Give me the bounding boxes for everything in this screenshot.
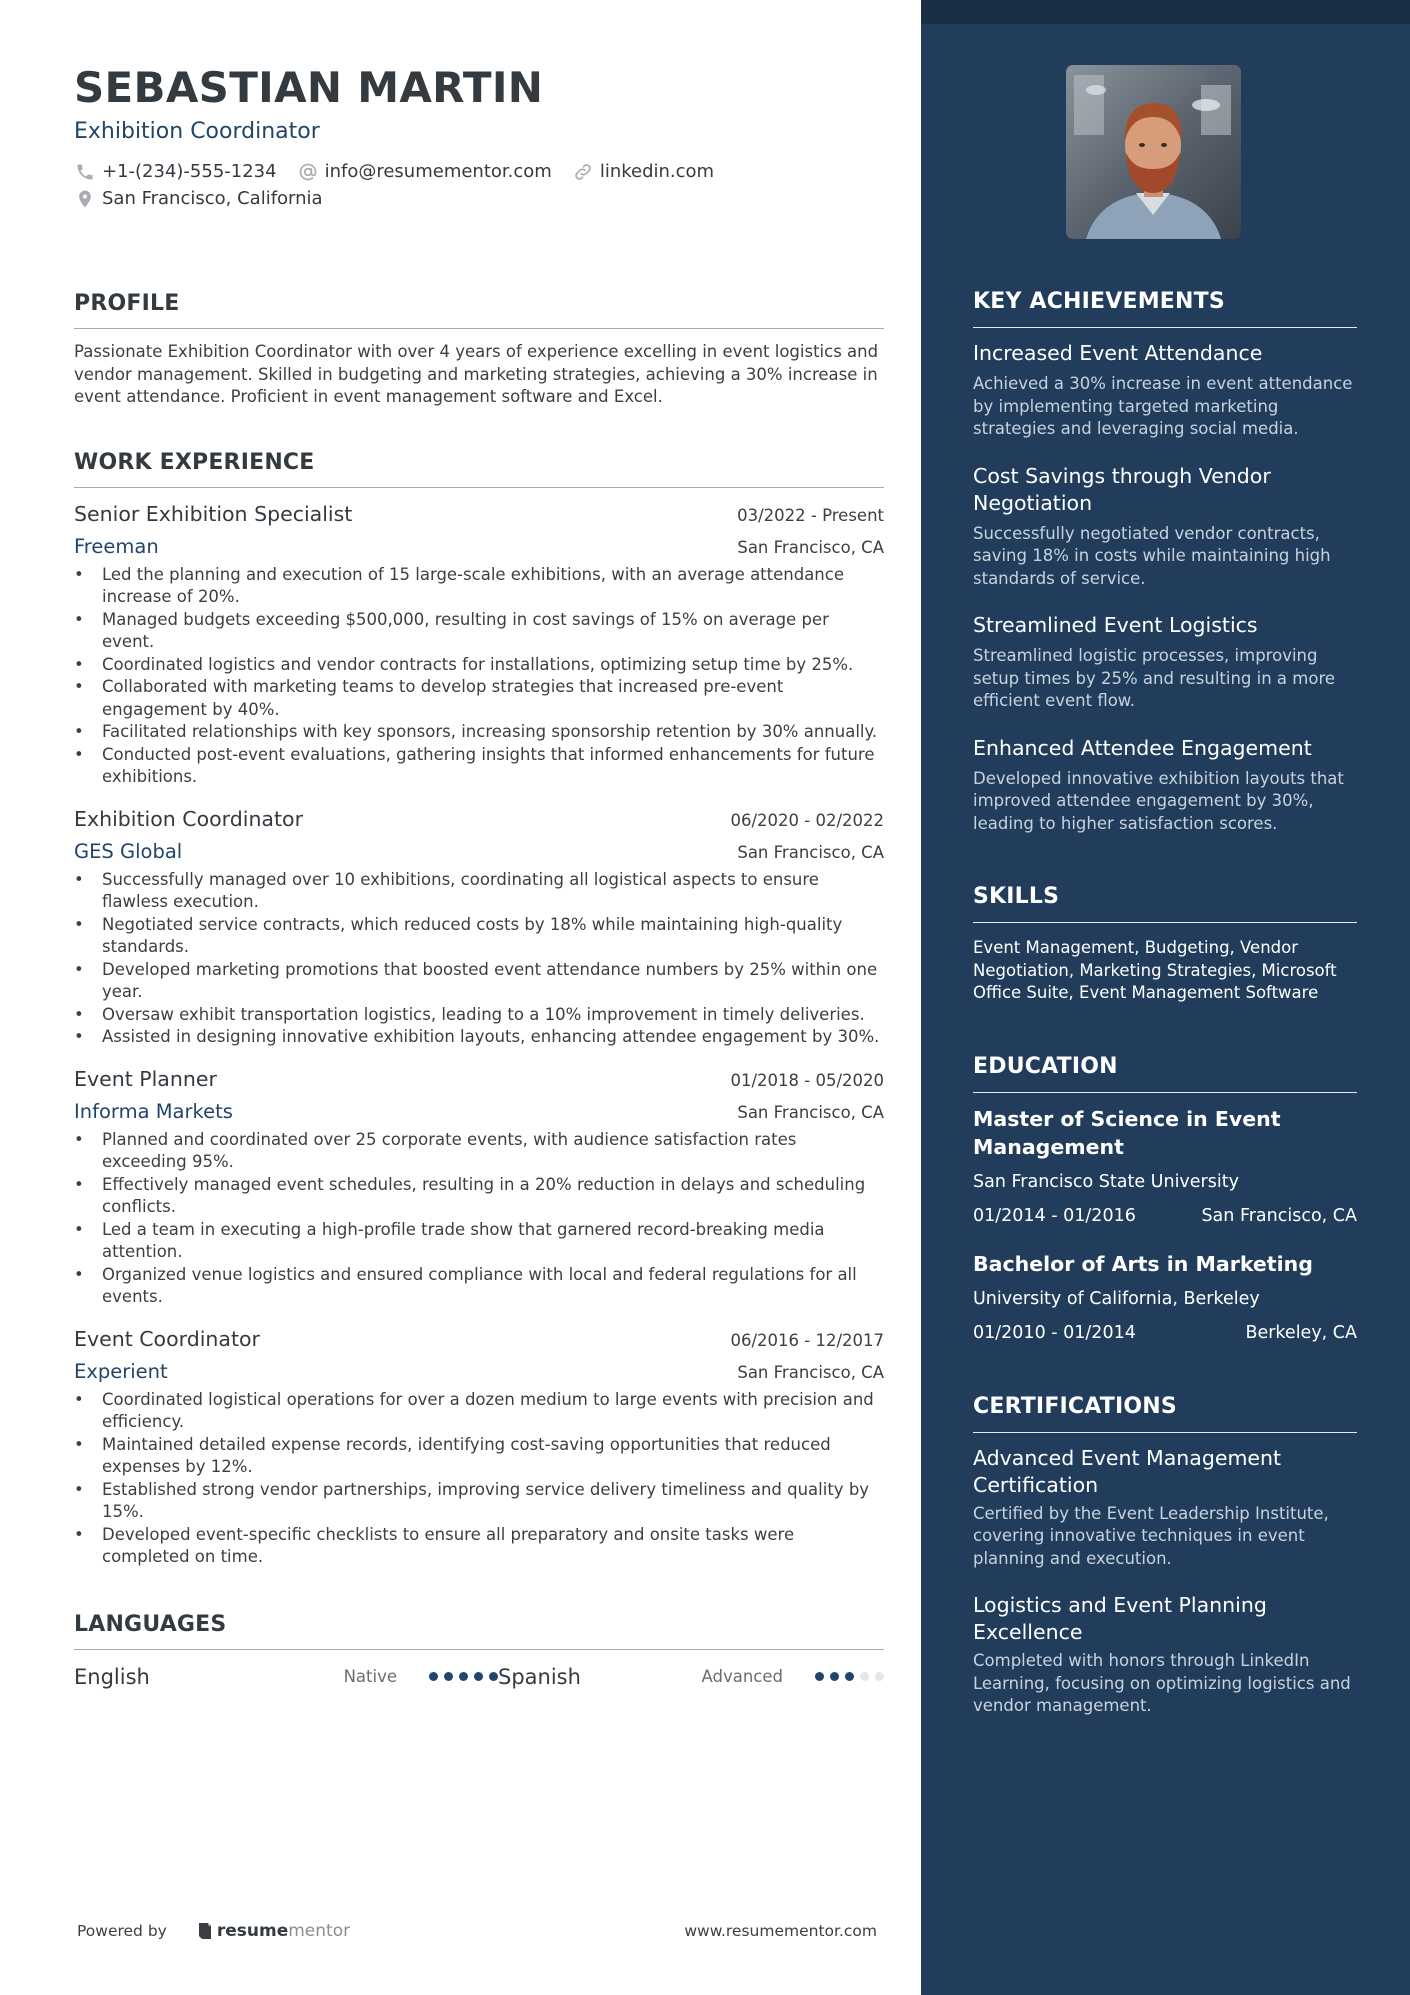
phone-icon bbox=[74, 161, 96, 183]
sidebar bbox=[921, 0, 1410, 1995]
job-bullet: • Coordinated logistics and vendor contracts for installations, optimizing setup time by 25%. bbox=[74, 654, 884, 677]
education-item bbox=[973, 1105, 1357, 1228]
certification-description: Certified by the Event Leadership Institute, covering innovative techniques in event planning and execution. bbox=[973, 1503, 1329, 1568]
education-heading: EDUCATION bbox=[973, 1053, 1357, 1093]
rating-dot-filled bbox=[845, 1672, 854, 1681]
profile-text: Passionate Exhibition Coordinator with over 4 years of experience excelling in event logistics and vendor management. Skilled in budgeting and marketing strategies, achieving a 30% increase in event attendance. Proficient in event management software and Excel. bbox=[74, 342, 879, 406]
job-role: Event Planner bbox=[74, 1066, 217, 1091]
certification-title: Advanced Event Management Certification bbox=[973, 1445, 1282, 1497]
job-date: 01/2018 - 05/2020 bbox=[730, 1070, 884, 1090]
certification-item bbox=[973, 1445, 1357, 1571]
job-role: Senior Exhibition Specialist bbox=[74, 501, 353, 526]
powered-by bbox=[77, 1921, 350, 1941]
job-entry bbox=[74, 1065, 884, 1309]
location-text: San Francisco, California bbox=[102, 188, 323, 209]
certification-title: Logistics and Event Planning Excellence bbox=[973, 1593, 1267, 1644]
brand-name-strong: resume bbox=[216, 1921, 289, 1941]
job-bullet: • Effectively managed event schedules, resulting in a 20% reduction in delays and scheduling conflicts. bbox=[74, 1174, 884, 1219]
job-entry bbox=[74, 1325, 884, 1569]
job-bullets bbox=[74, 869, 884, 1049]
website-link[interactable]: www.resumementor.com bbox=[684, 1922, 877, 1940]
contact-info bbox=[74, 158, 884, 212]
job-bullet: • Collaborated with marketing teams to develop strategies that increased pre-event engagement by 40%. bbox=[74, 676, 884, 721]
work-experience-section bbox=[74, 449, 884, 1569]
languages-section bbox=[74, 1611, 884, 1692]
linkedin-contact[interactable] bbox=[572, 158, 714, 185]
achievement-item bbox=[973, 735, 1357, 836]
education-school: University of California, Berkeley bbox=[973, 1288, 1260, 1309]
education-degree: Bachelor of Arts in Marketing bbox=[973, 1251, 1313, 1276]
job-bullet: • Developed marketing promotions that boosted event attendance numbers by 25% within one year. bbox=[74, 959, 884, 1004]
education-degree: Master of Science in Event Management bbox=[973, 1106, 1281, 1159]
email-link[interactable]: info@resumementor.com bbox=[324, 161, 552, 182]
linkedin-link[interactable]: linkedin.com bbox=[599, 161, 715, 182]
job-location: San Francisco, CA bbox=[737, 537, 884, 557]
job-title: Exhibition Coordinator bbox=[74, 119, 320, 144]
achievement-description: Successfully negotiated vendor contracts, saving 18% in costs while maintaining high standards of service. bbox=[973, 523, 1331, 588]
job-bullet: • Managed budgets exceeding $500,000, resulting in cost savings of 15% on average per event. bbox=[74, 609, 884, 654]
rating-dot-filled bbox=[459, 1672, 468, 1681]
profile-photo bbox=[1066, 65, 1241, 239]
job-date: 06/2016 - 12/2017 bbox=[730, 1330, 884, 1350]
language-level: Advanced bbox=[701, 1667, 783, 1686]
job-bullets bbox=[74, 1129, 884, 1309]
location-pin-icon bbox=[74, 188, 96, 210]
job-role: Event Coordinator bbox=[74, 1326, 260, 1351]
achievement-title: Cost Savings through Vendor Negotiation bbox=[973, 463, 1271, 515]
main-column bbox=[74, 62, 884, 1692]
brand-name-light: mentor bbox=[288, 1921, 351, 1941]
location-contact bbox=[74, 185, 323, 212]
job-company: GES Global bbox=[74, 839, 183, 863]
rating-dot-filled bbox=[815, 1672, 824, 1681]
achievement-description: Streamlined logistic processes, improving setup times by 25% and resulting in a more efficient event flow. bbox=[973, 646, 1336, 710]
achievement-description: Achieved a 30% increase in event attendance by implementing targeted marketing strategies and leveraging social media. bbox=[973, 374, 1353, 438]
languages-heading: LANGUAGES bbox=[74, 1611, 884, 1650]
job-bullet: • Conducted post-event evaluations, gathering insights that informed enhancements for future exhibitions. bbox=[74, 744, 884, 789]
rating-dot-filled bbox=[429, 1672, 438, 1681]
skills-section bbox=[973, 883, 1357, 1005]
achievement-title: Streamlined Event Logistics bbox=[973, 613, 1258, 637]
language-rating bbox=[815, 1672, 884, 1681]
language-name: English bbox=[74, 1664, 150, 1689]
powered-by-label: Powered by bbox=[77, 1922, 167, 1940]
achievement-item bbox=[973, 612, 1357, 713]
job-bullet: • Successfully managed over 10 exhibitions, coordinating all logistical aspects to ensure flawless execution. bbox=[74, 869, 884, 914]
certification-item bbox=[973, 1592, 1357, 1718]
education-school: San Francisco State University bbox=[973, 1171, 1239, 1192]
language-item bbox=[74, 1665, 498, 1689]
certifications-section bbox=[973, 1393, 1357, 1718]
language-item bbox=[498, 1665, 884, 1689]
rating-dot-empty bbox=[860, 1672, 869, 1681]
job-bullets bbox=[74, 1389, 884, 1569]
job-bullet: • Led the planning and execution of 15 large-scale exhibitions, with an average attendance increase of 20%. bbox=[74, 564, 884, 609]
sidebar-top-bar bbox=[921, 0, 1410, 24]
rating-dot-filled bbox=[474, 1672, 483, 1681]
job-company: Informa Markets bbox=[74, 1099, 233, 1123]
achievement-description: Developed innovative exhibition layouts that improved attendee engagement by 30%, leading to higher satisfaction scores. bbox=[973, 768, 1344, 833]
language-name: Spanish bbox=[498, 1664, 581, 1689]
job-location: San Francisco, CA bbox=[737, 842, 884, 862]
job-bullet: • Coordinated logistical operations for over a dozen medium to large events with precision and efficiency. bbox=[74, 1389, 884, 1434]
achievement-title: Increased Event Attendance bbox=[973, 341, 1263, 365]
job-bullets bbox=[74, 564, 884, 789]
language-level: Native bbox=[343, 1667, 397, 1686]
achievements-heading: KEY ACHIEVEMENTS bbox=[973, 288, 1357, 328]
resumementor-logo-icon bbox=[197, 1922, 213, 1940]
candidate-name: SEBASTIAN MARTIN bbox=[74, 63, 544, 112]
job-bullet: • Maintained detailed expense records, identifying cost-saving opportunities that reduced expenses by 12%. bbox=[74, 1434, 884, 1479]
education-date: 01/2014 - 01/2016 bbox=[973, 1205, 1136, 1226]
rating-dot-filled bbox=[489, 1672, 498, 1681]
certifications-heading: CERTIFICATIONS bbox=[973, 1393, 1357, 1433]
email-contact[interactable] bbox=[297, 158, 552, 185]
achievement-item bbox=[973, 463, 1357, 591]
job-bullet: • Planned and coordinated over 25 corporate events, with audience satisfaction rates exceeding 95%. bbox=[74, 1129, 884, 1174]
footer bbox=[77, 1916, 877, 1946]
achievement-title: Enhanced Attendee Engagement bbox=[973, 735, 1312, 760]
job-role: Exhibition Coordinator bbox=[74, 806, 304, 831]
phone-text: +1-(234)-555-1234 bbox=[102, 161, 277, 182]
profile-section bbox=[74, 290, 884, 409]
achievements-section bbox=[973, 288, 1357, 835]
job-bullet: • Oversaw exhibit transportation logistics, leading to a 10% improvement in timely deliveries. bbox=[74, 1004, 884, 1027]
job-entry bbox=[74, 805, 884, 1049]
at-icon bbox=[297, 161, 319, 183]
rating-dot-filled bbox=[444, 1672, 453, 1681]
certification-description: Completed with honors through LinkedIn Learning, focusing on optimizing logistics and vendor management. bbox=[973, 1651, 1351, 1715]
job-bullet: • Organized venue logistics and ensured compliance with local and federal regulations for all events. bbox=[74, 1264, 884, 1309]
job-bullet: • Led a team in executing a high-profile trade show that garnered record-breaking media attention. bbox=[74, 1219, 884, 1264]
brand-logo[interactable] bbox=[197, 1921, 350, 1941]
job-location: San Francisco, CA bbox=[737, 1362, 884, 1382]
phone-contact bbox=[74, 158, 277, 185]
education-item bbox=[973, 1250, 1357, 1345]
education-date: 01/2010 - 01/2014 bbox=[973, 1322, 1136, 1343]
rating-dot-empty bbox=[875, 1672, 884, 1681]
job-bullet: • Developed event-specific checklists to ensure all preparatory and onsite tasks were completed on time. bbox=[74, 1524, 884, 1569]
job-date: 06/2020 - 02/2022 bbox=[730, 810, 884, 830]
job-bullet: • Established strong vendor partnerships, improving service delivery timeliness and quality by 15%. bbox=[74, 1479, 884, 1524]
job-entry bbox=[74, 500, 884, 789]
rating-dot-filled bbox=[830, 1672, 839, 1681]
sidebar-content bbox=[973, 288, 1357, 1718]
job-company: Freeman bbox=[74, 534, 159, 558]
skills-list: Event Management, Budgeting, Vendor Negotiation, Marketing Strategies, Microsoft Office Suite, Event Management Software bbox=[973, 938, 1337, 1002]
job-bullet: • Facilitated relationships with key sponsors, increasing sponsorship retention by 30% annually. bbox=[74, 721, 884, 744]
language-rating bbox=[429, 1672, 498, 1681]
profile-heading: PROFILE bbox=[74, 290, 884, 329]
job-location: San Francisco, CA bbox=[737, 1102, 884, 1122]
education-location: San Francisco, CA bbox=[1201, 1205, 1357, 1226]
education-section bbox=[973, 1053, 1357, 1345]
job-bullet: • Assisted in designing innovative exhibition layouts, enhancing attendee engagement by 30%. bbox=[74, 1026, 884, 1049]
job-bullet: • Negotiated service contracts, which reduced costs by 18% while maintaining high-quality standards. bbox=[74, 914, 884, 959]
link-icon bbox=[572, 161, 594, 183]
job-date: 03/2022 - Present bbox=[737, 505, 884, 525]
education-location: Berkeley, CA bbox=[1245, 1322, 1357, 1343]
job-company: Experient bbox=[74, 1359, 168, 1383]
skills-heading: SKILLS bbox=[973, 883, 1357, 923]
work-experience-heading: WORK EXPERIENCE bbox=[74, 449, 884, 488]
achievement-item bbox=[973, 340, 1357, 441]
